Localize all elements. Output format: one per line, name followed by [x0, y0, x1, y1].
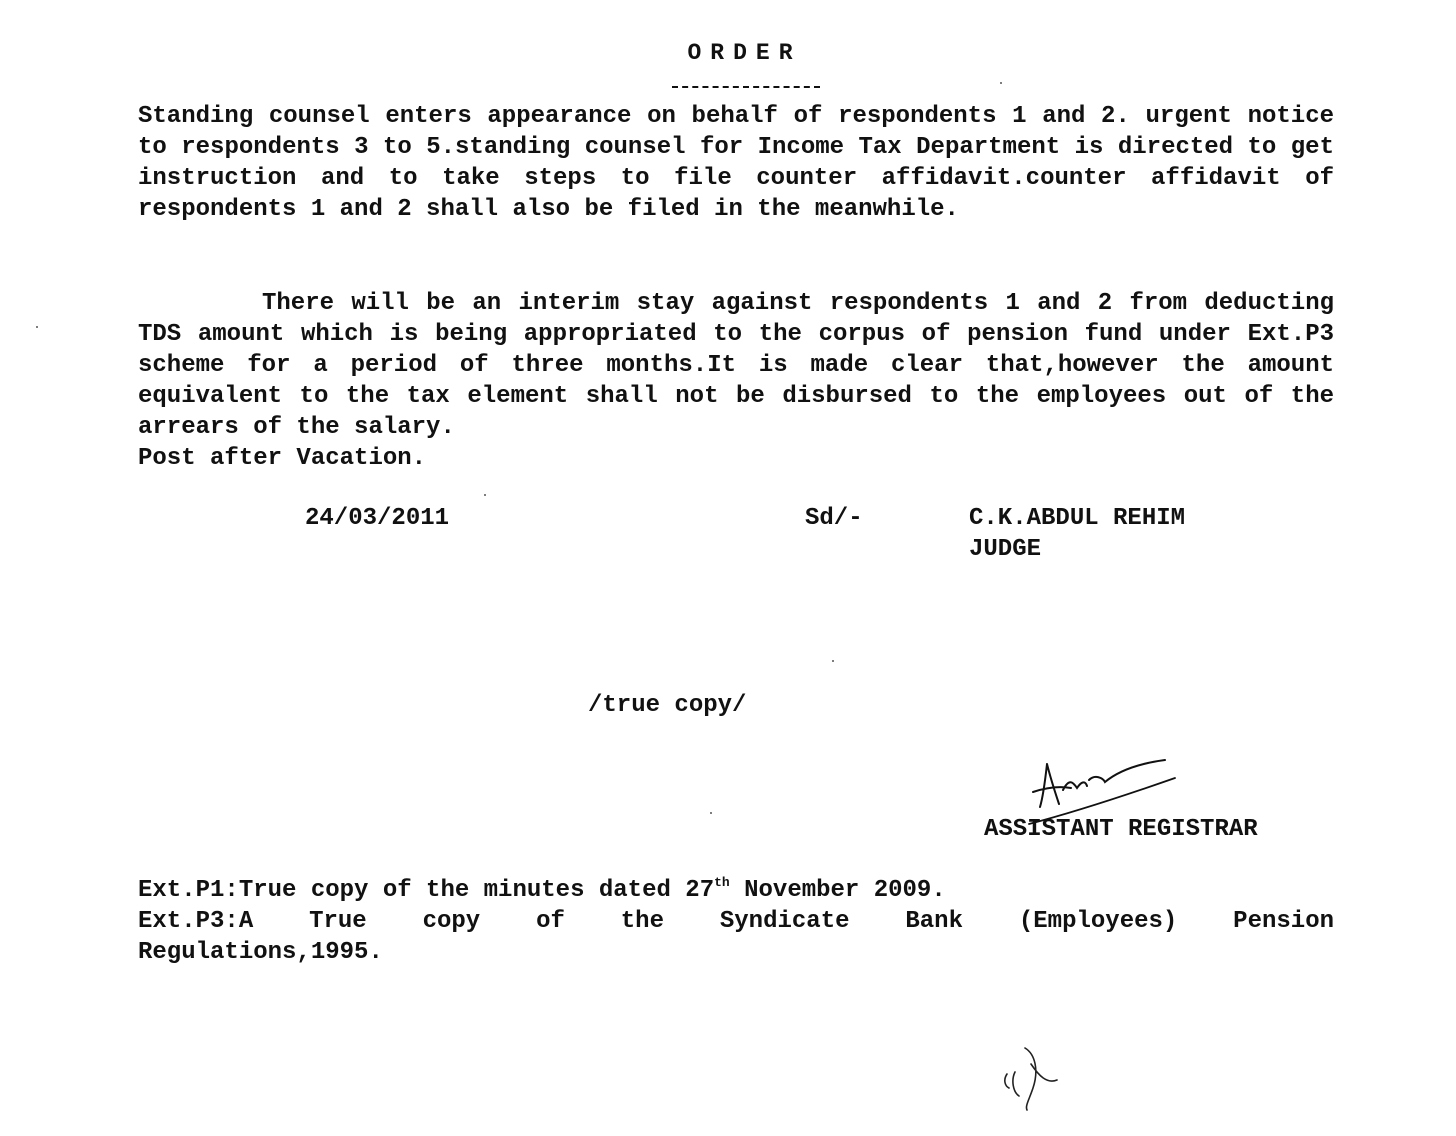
exhibit-p3-line1: Ext.P3:A True copy of the Syndicate Bank (Employees) Pension	[138, 908, 1334, 935]
heading-underline	[672, 86, 820, 88]
order-paragraph-1: Standing counsel enters appearance on behalf of respondents 1 and 2. urgent notice to respondents 3 to 5.standing counsel for Income Tax Department is directed to get instruction and to take steps to file counter affidavit.counter affidavit of respondents 1 and 2 shall also be filed in the meanwhile.	[138, 103, 1334, 223]
scan-speck	[710, 812, 712, 814]
scan-speck	[484, 494, 486, 496]
judge-name: C.K.ABDUL REHIM	[969, 505, 1186, 532]
order-paragraph-2-text: There will be an interim stay against respondents 1 and 2 from deducting TDS amount which is being appropriated to the corpus of pension fund under Ext.P3 scheme for a period of three months.It is made clear that,however the amount equivalent to the tax element shall not be disbursed to the employees out of the arrears of the salary.	[138, 290, 1334, 441]
exhibit-p1	[138, 875, 1334, 906]
signed-mark: Sd/-	[805, 505, 863, 532]
true-copy-label: /true copy/	[588, 692, 747, 719]
scan-speck	[832, 660, 834, 662]
order-heading: ORDER	[687, 40, 802, 66]
initials-mark	[995, 1040, 1070, 1115]
exhibit-p1-date: November 2009.	[729, 877, 946, 904]
exhibit-p3-line2: Regulations,1995.	[138, 939, 383, 966]
scan-speck	[1000, 82, 1002, 84]
exhibit-list	[138, 875, 1334, 968]
registrar-title: ASSISTANT REGISTRAR	[984, 816, 1258, 843]
scan-speck	[36, 326, 38, 328]
exhibit-p1-text: Ext.P1:True copy of the minutes dated 27	[138, 877, 715, 904]
judge-title: JUDGE	[969, 536, 1042, 563]
order-date: 24/03/2011	[305, 505, 450, 532]
exhibit-p1-ordinal: th	[714, 875, 730, 890]
order-paragraph-2	[138, 288, 1334, 474]
post-note: Post after Vacation.	[138, 445, 427, 472]
